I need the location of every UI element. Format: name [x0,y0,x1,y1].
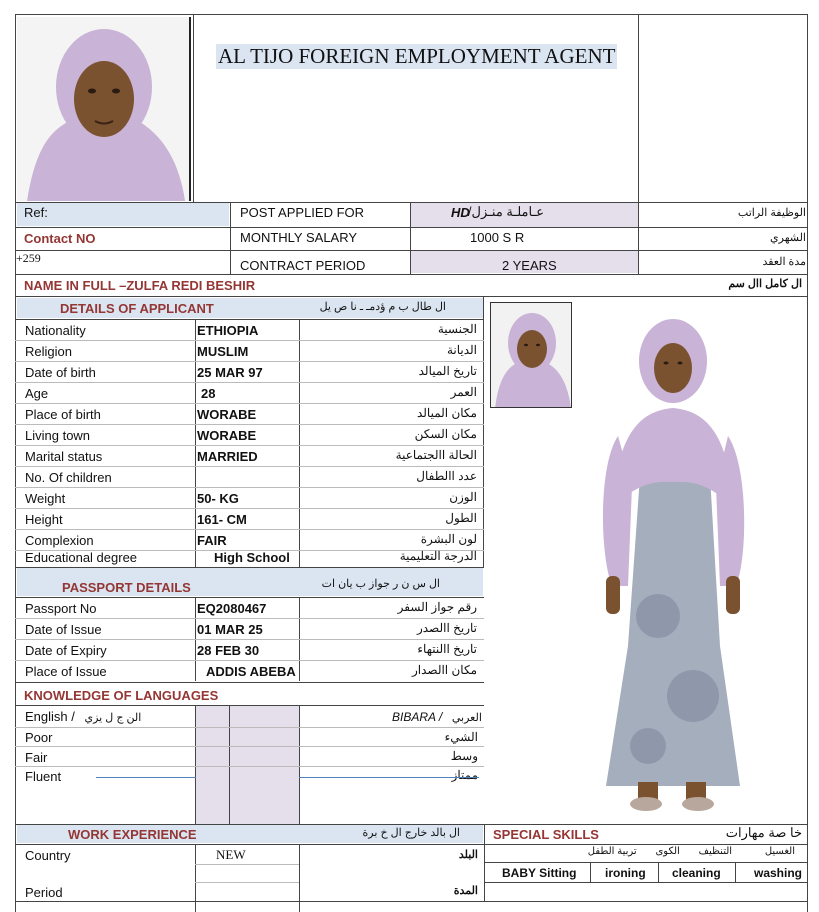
passport-title-ar: ال س ن ر جواز ب يان ات [321,578,440,590]
level-fluent-ar: ممتاز [451,768,478,782]
table-row: Date of Expiry 28 FEB 30 تاريخ االنتهاء [15,640,484,661]
salary-label: MONTHLY SALARY [240,230,358,245]
country-value: NEW [216,847,246,862]
skill-baby-sitting: BABY Sitting [502,866,577,880]
agency-title: AL TIJO FOREIGN EMPLOYMENT AGENT [218,44,616,68]
applicant-title-ar: ال طال ب م ؤدمـ ـ نا ص يل [319,301,446,313]
ref-label: Ref: [24,205,48,220]
title-frame [193,14,639,202]
period-label: Period [25,885,63,900]
contact-label: Contact NO [24,231,96,246]
level-poor: Poor [25,730,53,745]
table-row: Nationality ETHIOPIA الجنسية [15,320,484,341]
skill-cleaning: cleaning [672,866,721,880]
table-row: Date of Issue 01 MAR 25 تاريخ االصدر [15,619,484,640]
post-label-ar: الوظيفة الراتب [737,207,806,219]
table-row: Place of Issue ADDIS ABEBA مكان االصدار [25,663,477,679]
table-row: Date of birth 25 MAR 97 تاريخ الميالد [15,362,484,383]
contact-value: +259 [16,251,41,265]
table-row: Height 161- CM الطول [15,509,484,530]
period-ar: المدة [453,885,478,897]
skill-ironing: ironing [605,866,646,880]
applicant-title: DETAILS OF APPLICANT [60,301,214,316]
table-row: No. Of children عدد االطفال [15,467,484,488]
table-row: Passport No EQ2080467 رقم جواز السفر [15,598,484,619]
level-fair-ar: وسط [450,749,478,763]
table-row: Place of birth WORABE مكان الميالد [15,404,484,425]
arabic-language-label: BIBARA / العربي [392,710,482,724]
table-row: Religion MUSLIM الديانة [15,341,484,362]
table-row: Complexion FAIR لون البشرة [15,530,484,551]
full-length-photo [588,316,758,820]
small-portrait-photo [490,302,572,408]
contract-label-ar: مدة العقد [762,256,806,268]
table-row: Marital status MARRIED الحالة االجتماعية [15,446,484,467]
name-label-ar: ال كامل اال سم [728,278,802,290]
table-row: Age 28 العمر [15,383,484,404]
salary-value: 1000 S R [470,230,525,245]
post-label: POST APPLIED FOR [240,205,365,220]
fluent-underline-right [299,777,479,778]
table-row: Living town WORABE مكان السكن [15,425,484,446]
salary-label-ar: الشهري [770,232,806,244]
portrait-photo [17,17,191,201]
contract-label: CONTRACT PERIOD [240,258,366,273]
table-row: Educational degree High School الدرجة التعليمية [25,549,477,565]
passport-title: PASSPORT DETAILS [62,580,191,595]
work-title-ar: ال بالد خارج ال خ برة [362,827,460,839]
skills-title: SPECIAL SKILLS [493,827,599,842]
level-fair: Fair [25,750,48,765]
skills-header-ar: الغسيل التنظيف الكوى تربية الطفل [587,846,795,857]
level-poor-ar: الشيء [444,730,478,744]
languages-title: KNOWLEDGE OF LANGUAGES [24,688,219,703]
skill-washing: washing [754,866,803,880]
post-value-ar: عـاملـة منـزل/ [467,204,544,219]
country-label: Country [25,848,71,863]
fluent-underline-left [96,777,196,778]
name-label: NAME IN FULL –ZULFA REDI BESHIR [24,278,256,293]
work-title: WORK EXPERIENCE [68,827,197,842]
table-row: Weight 50- KG الوزن [15,488,484,509]
skills-title-ar: خا صة مهارات [725,825,802,840]
english-label: English / الن ج ل يزي [25,709,142,724]
country-ar: البلد [458,849,478,861]
post-value: HD [451,205,470,220]
contract-value: 2 YEARS [502,258,557,273]
level-fluent: Fluent [25,769,62,784]
